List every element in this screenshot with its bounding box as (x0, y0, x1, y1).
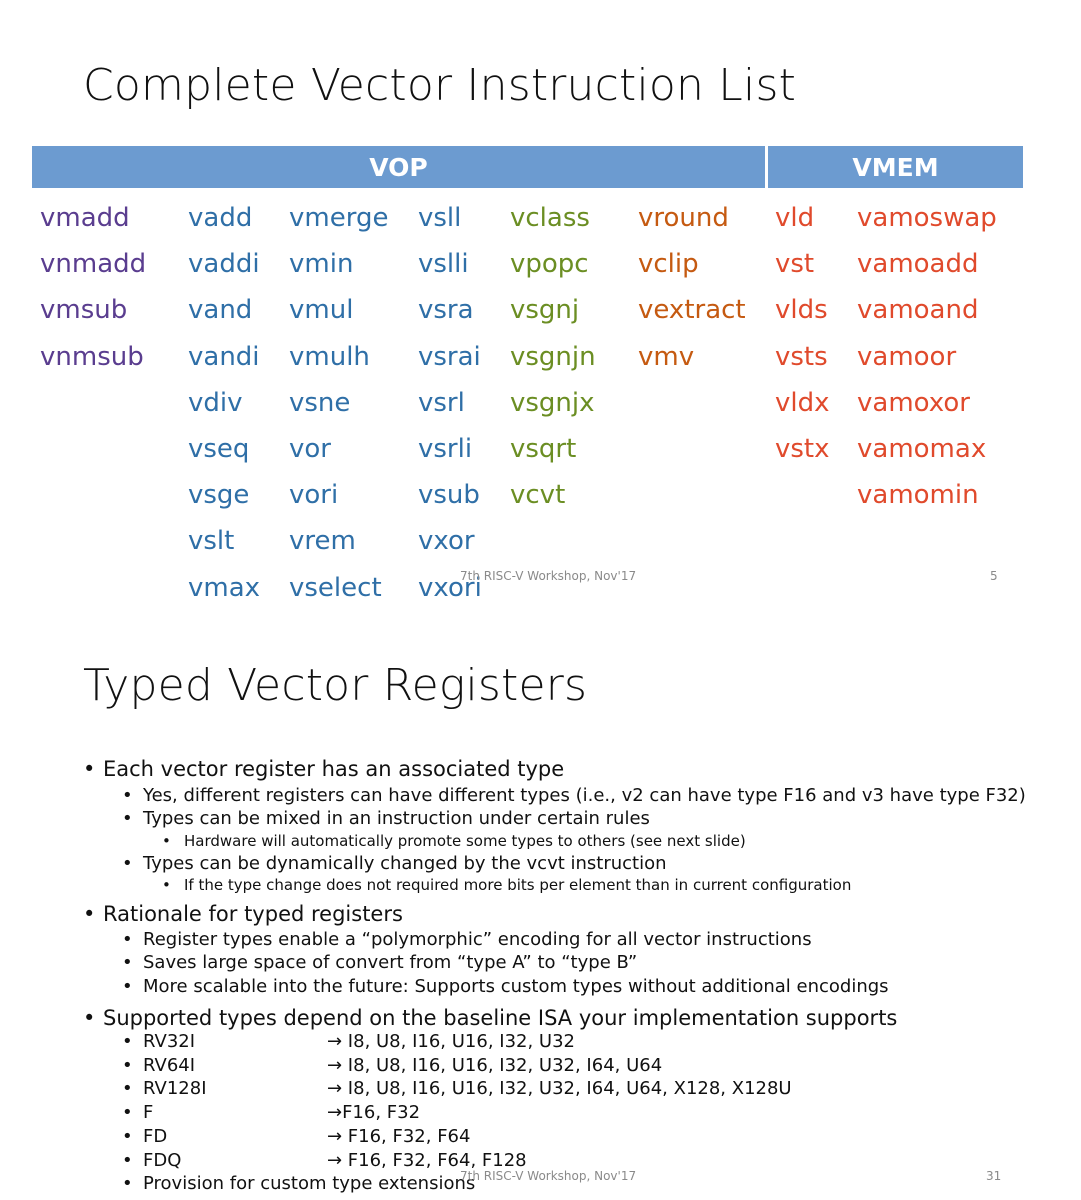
isa-row (122, 1078, 792, 1100)
page-number: 5 (990, 569, 998, 583)
isa-row (122, 1102, 421, 1124)
bullet-glyph: • (122, 1031, 133, 1052)
instruction-mnemonic: vst (775, 249, 815, 280)
instruction-mnemonic: vsrai (418, 341, 481, 372)
bullet-item (83, 757, 564, 781)
bullet-item (122, 785, 1026, 806)
bullet-item (122, 1173, 475, 1194)
bullet-text: Hardware will automatically promote some types to others (see next slide) (184, 832, 746, 850)
instruction-mnemonic: vamomax (857, 433, 987, 464)
bullet-text: Each vector register has an associated type (103, 757, 565, 781)
bullet-glyph: • (122, 785, 133, 806)
instruction-mnemonic: vsrl (418, 387, 465, 418)
bullet-text: Provision for custom type extensions (143, 1173, 476, 1194)
bullet-item (122, 976, 889, 997)
isa-types: → I8, U8, I16, U16, I32, U32 (327, 1031, 575, 1052)
isa-types: →F16, F32 (327, 1102, 421, 1124)
slide-footer: 7th RISC-V Workshop, Nov'17 (460, 569, 637, 583)
isa-name: FDQ (143, 1149, 182, 1171)
instruction-mnemonic: vmadd (40, 203, 130, 233)
instruction-mnemonic: vsgnjn (510, 341, 596, 372)
instruction-column (40, 195, 146, 380)
instruction-column (510, 195, 596, 518)
bullet-text: Rationale for typed registers (103, 902, 403, 926)
instruction-mnemonic: vmin (289, 249, 354, 280)
isa-name: RV64I (143, 1054, 196, 1076)
instruction-mnemonic: vsll (418, 203, 462, 233)
bullet-item (162, 832, 746, 850)
instruction-mnemonic: vsra (418, 295, 474, 326)
isa-row (122, 1054, 663, 1076)
instruction-mnemonic: vstx (775, 433, 830, 464)
instruction-mnemonic: vldx (775, 387, 830, 418)
slide-footer: 7th RISC-V Workshop, Nov'17 (460, 1169, 637, 1183)
bullet-item (83, 1006, 897, 1030)
instruction-mnemonic: vori (289, 480, 339, 511)
bullet-glyph: • (122, 952, 133, 973)
instruction-mnemonic: vsge (188, 480, 250, 511)
instruction-mnemonic: vcvt (510, 480, 566, 511)
bullet-text: Types can be mixed in an instruction under certain rules (143, 808, 650, 829)
instruction-mnemonic: vslli (418, 249, 469, 280)
bullet-text: Saves large space of convert from “type A” to “type B” (143, 952, 638, 973)
bullet-glyph: • (83, 1006, 96, 1030)
instruction-mnemonic: vsqrt (510, 433, 577, 464)
isa-name: RV32I (143, 1031, 196, 1052)
bullet-glyph: • (122, 1125, 133, 1147)
instruction-mnemonic: vld (775, 203, 815, 233)
bullet-glyph: • (122, 1149, 133, 1171)
bullet-text: Register types enable a “polymorphic” encoding for all vector instructions (143, 929, 812, 950)
instruction-mnemonic: vlds (775, 295, 828, 326)
instruction-mnemonic: vmax (188, 572, 261, 603)
instruction-mnemonic: vsne (289, 387, 351, 418)
instruction-mnemonic: vclip (638, 249, 699, 280)
instruction-mnemonic: vsts (775, 341, 828, 372)
instruction-mnemonic: vsgnj (510, 295, 580, 326)
isa-name: FD (143, 1125, 168, 1147)
instruction-mnemonic: vclass (510, 203, 590, 233)
bullet-glyph: • (122, 976, 133, 997)
instruction-mnemonic: vamoand (857, 295, 979, 326)
instruction-mnemonic: vselect (289, 572, 382, 603)
instruction-mnemonic: vpopc (510, 249, 589, 280)
isa-row (122, 1149, 527, 1171)
bullet-item (162, 876, 851, 894)
instruction-mnemonic: vmerge (289, 203, 389, 233)
instruction-mnemonic: vandi (188, 341, 260, 372)
instruction-column (418, 195, 482, 611)
isa-row (122, 1125, 471, 1147)
vmem-header: VMEM (768, 146, 1023, 188)
bullet-glyph: • (122, 853, 133, 874)
bullet-glyph: • (122, 1054, 133, 1076)
bullet-item (83, 902, 403, 926)
instruction-column (188, 195, 260, 611)
instruction-column (638, 195, 746, 380)
instruction-mnemonic: vxori (418, 572, 482, 603)
bullet-text: If the type change does not required more bits per element than in current configuration (184, 876, 852, 894)
instruction-mnemonic: vnmadd (40, 249, 147, 280)
bullet-glyph: • (122, 1102, 133, 1124)
isa-row (122, 1031, 575, 1052)
bullet-glyph: • (83, 757, 96, 781)
isa-types: → F16, F32, F64 (327, 1125, 471, 1147)
instruction-mnemonic: vmv (638, 341, 695, 372)
instruction-column (857, 195, 997, 518)
instruction-mnemonic: vamoor (857, 341, 957, 372)
instruction-mnemonic: vmul (289, 295, 354, 326)
isa-types: → F16, F32, F64, F128 (327, 1149, 527, 1171)
instruction-mnemonic: vaddi (188, 249, 260, 280)
bullet-glyph: • (162, 832, 171, 850)
instruction-mnemonic: vnmsub (40, 341, 144, 372)
bullet-text: Types can be dynamically changed by the vcvt instruction (143, 853, 667, 874)
instruction-mnemonic: vrem (289, 526, 356, 557)
bullet-glyph: • (162, 876, 171, 894)
page-number: 31 (986, 1169, 1002, 1183)
instruction-mnemonic: vmsub (40, 295, 128, 326)
instruction-mnemonic: vseq (188, 433, 250, 464)
instruction-mnemonic: vamomin (857, 480, 979, 511)
instruction-mnemonic: vsgnjx (510, 387, 595, 418)
bullet-item (122, 929, 812, 950)
isa-types: → I8, U8, I16, U16, I32, U32, I64, U64 (327, 1054, 663, 1076)
instruction-mnemonic: vslt (188, 526, 235, 557)
instruction-mnemonic: vor (289, 433, 331, 464)
instruction-mnemonic: vamoswap (857, 203, 997, 233)
instruction-mnemonic: vxor (418, 526, 475, 557)
bullet-glyph: • (122, 808, 133, 829)
instruction-mnemonic: vamoadd (857, 249, 979, 280)
instruction-mnemonic: vround (638, 203, 729, 233)
instruction-column (775, 195, 830, 472)
instruction-column (289, 195, 388, 611)
instruction-mnemonic: vsub (418, 480, 480, 511)
bullet-item (122, 952, 637, 973)
bullet-text: More scalable into the future: Supports custom types without additional encodings (143, 976, 889, 997)
slide-title: Typed Vector Registers (83, 660, 588, 711)
instruction-mnemonic: vdiv (188, 387, 243, 418)
instruction-mnemonic: vmulh (289, 341, 370, 372)
bullet-text: Yes, different registers can have different types (i.e., v2 can have type F16 and v3 have type F32) (143, 785, 1026, 806)
bullet-glyph: • (122, 1078, 133, 1100)
bullet-glyph: • (122, 929, 133, 950)
bullet-item (122, 808, 650, 829)
instruction-mnemonic: vadd (188, 203, 253, 233)
slide-title: Complete Vector Instruction List (83, 60, 797, 111)
isa-name: F (143, 1102, 154, 1124)
bullet-item (122, 853, 667, 874)
instruction-mnemonic: vand (188, 295, 253, 326)
isa-name: RV128I (143, 1078, 207, 1100)
slide-typed-registers (0, 620, 1081, 1200)
vop-header: VOP (32, 146, 765, 188)
bullet-glyph: • (83, 902, 96, 926)
bullet-glyph: • (122, 1173, 133, 1194)
instruction-mnemonic: vextract (638, 295, 746, 326)
isa-types: → I8, U8, I16, U16, I32, U32, I64, U64, X128, X128U (327, 1078, 792, 1100)
instruction-mnemonic: vsrli (418, 433, 473, 464)
instruction-mnemonic: vamoxor (857, 387, 970, 418)
bullet-text: Supported types depend on the baseline ISA your implementation supports (103, 1006, 898, 1030)
